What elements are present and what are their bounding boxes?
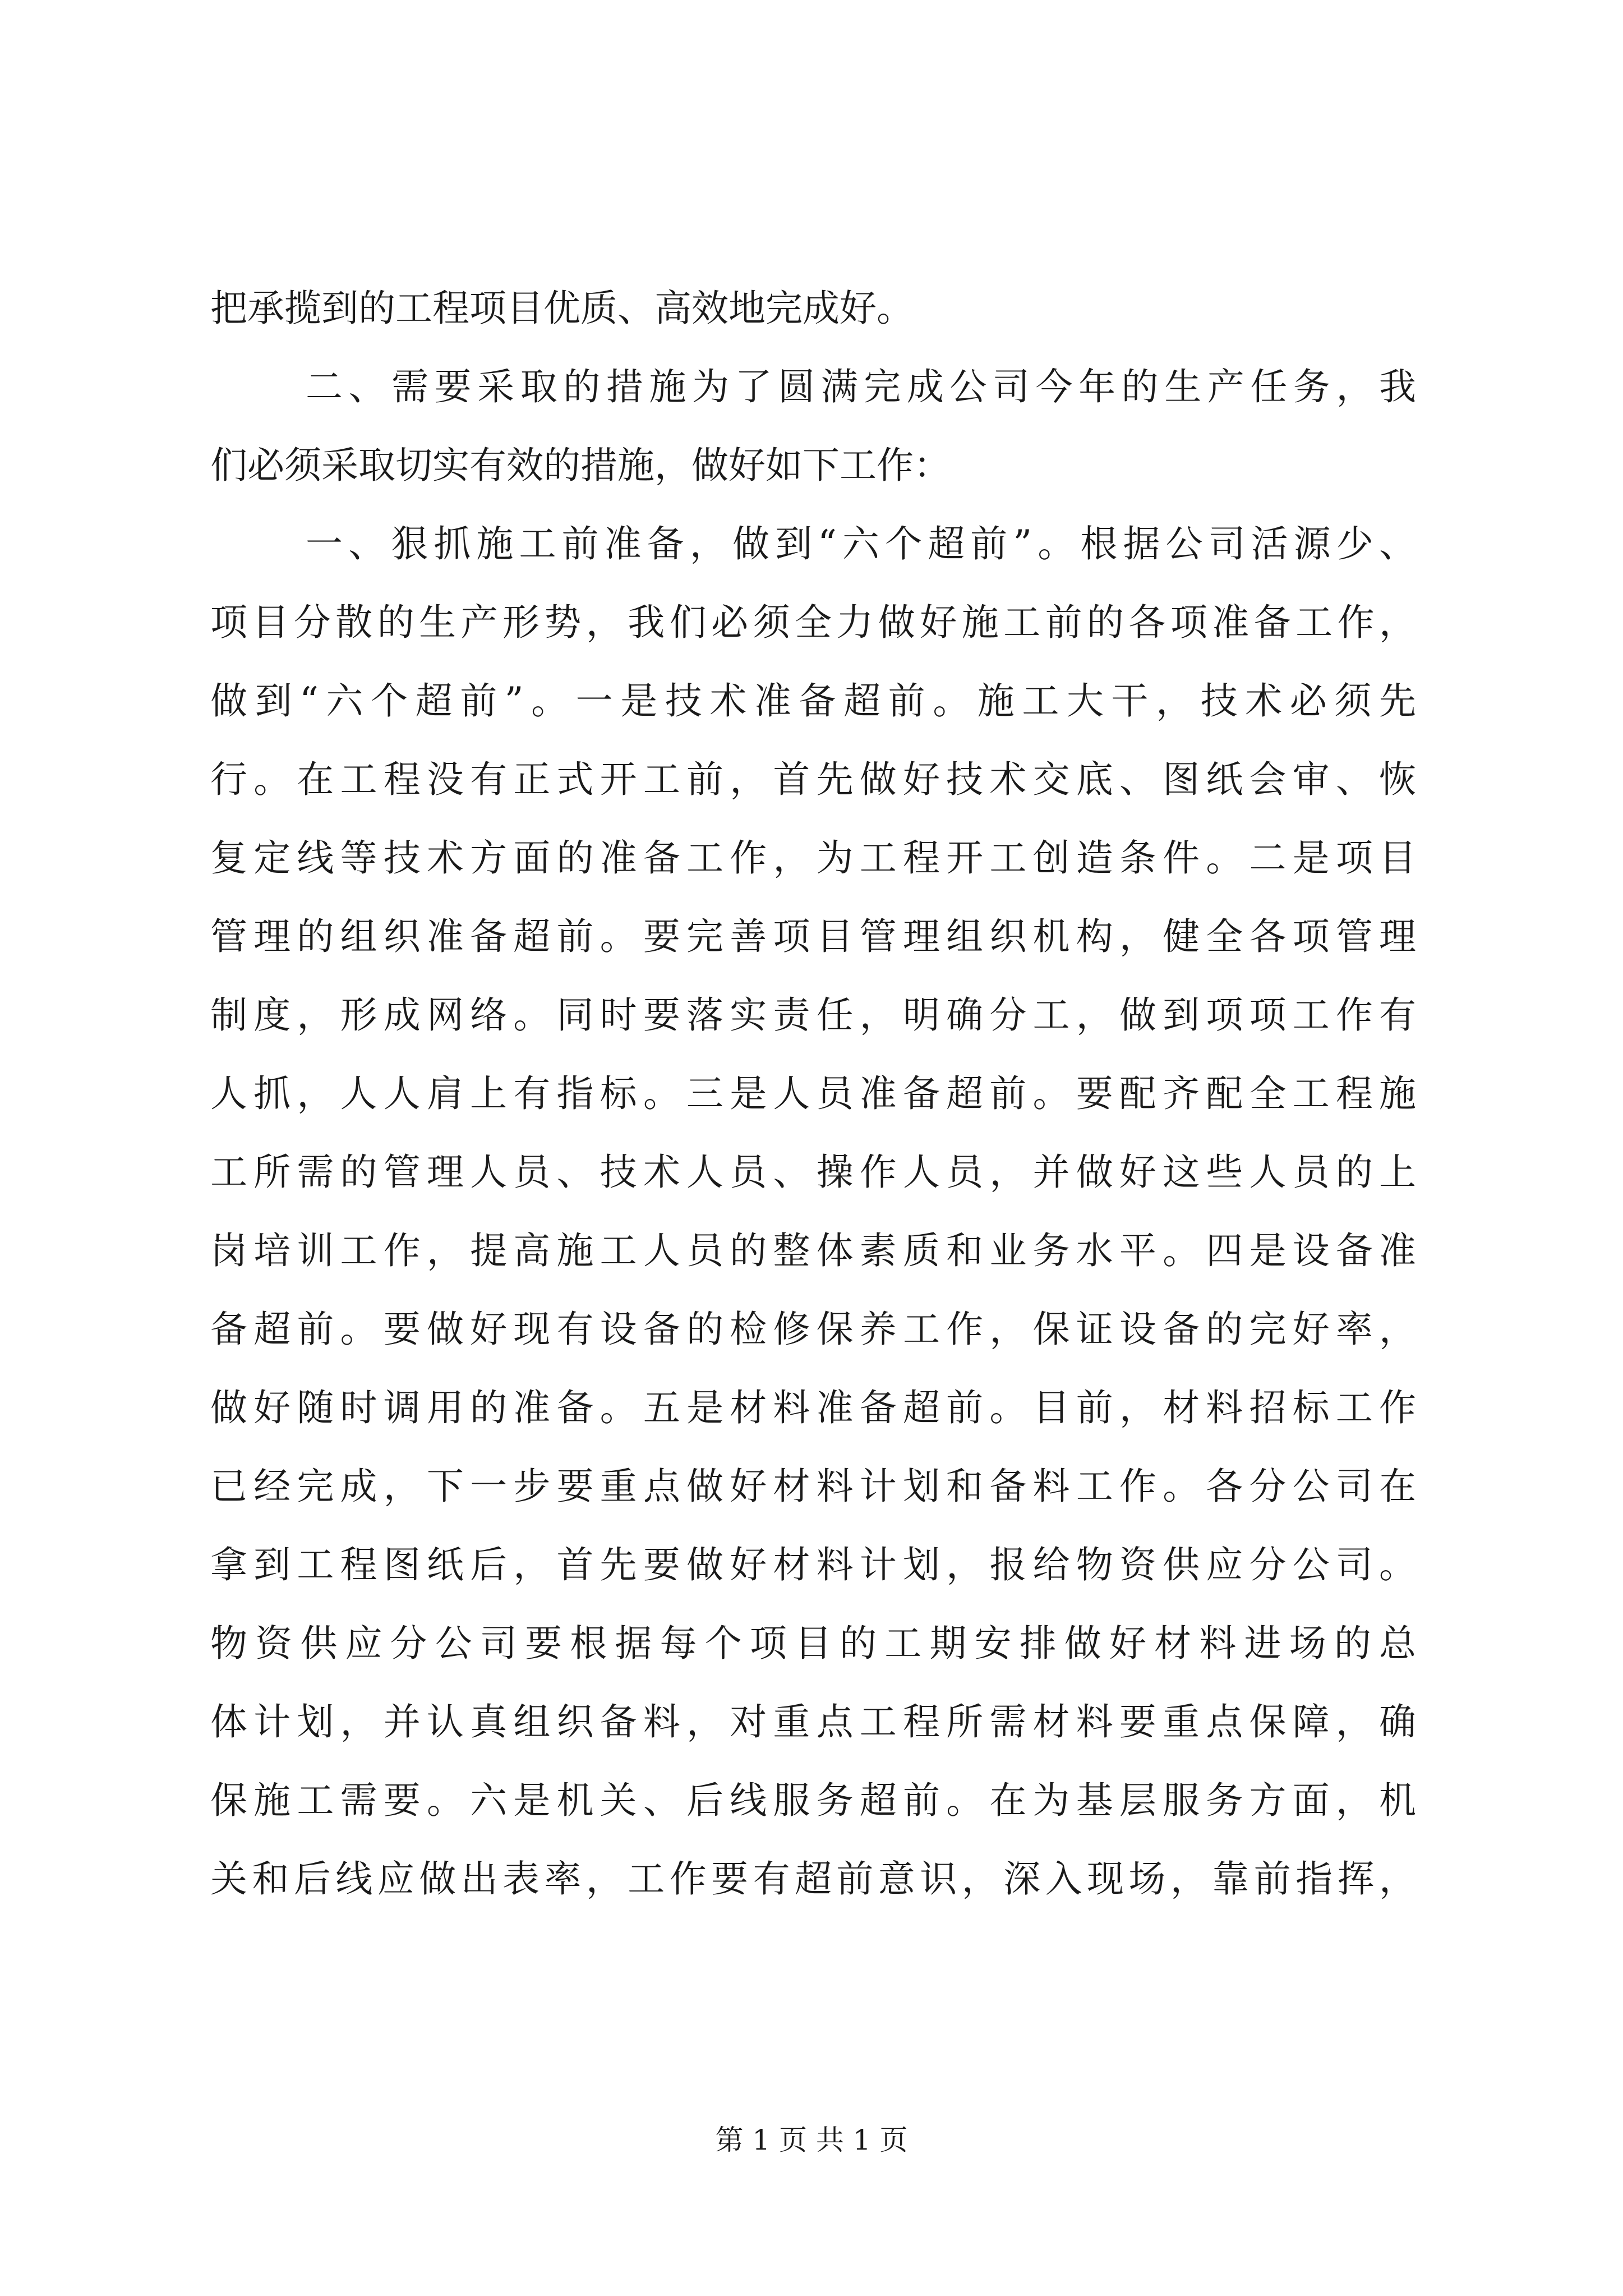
text-line: 已经完成，下一步要重点做好材料计划和备料工作。各分公司在 [210,1465,1416,1508]
text-line: 项目分散的生产形势，我们必须全力做好施工前的各项准备工作， [210,601,1416,644]
text-line: 岗培训工作，提高施工人员的整体素质和业务水平。四是设备准 [210,1229,1416,1272]
text-line: 做好随时调用的准备。五是材料准备超前。目前，材料招标工作 [210,1386,1416,1429]
text-line: 拿到工程图纸后，首先要做好材料计划，报给物资供应分公司。 [210,1543,1416,1586]
text-line: 二、需要采取的措施为了圆满完成公司今年的生产任务，我 [306,365,1416,408]
text-line: 备超前。要做好现有设备的检修保养工作，保证设备的完好率， [210,1308,1416,1351]
text-line: 做到“六个超前”。一是技术准备超前。施工大干，技术必须先 [210,679,1416,723]
text-line: 复定线等技术方面的准备工作，为工程开工创造条件。二是项目 [210,836,1416,880]
text-line: 保施工需要。六是机关、后线服务超前。在为基层服务方面，机 [210,1779,1416,1822]
page-number-footer: 第 1 页 共 1 页 [715,2124,908,2156]
text-line: 体计划，并认真组织备料，对重点工程所需材料要重点保障，确 [210,1700,1416,1743]
text-line: 一、狠抓施工前准备，做到“六个超前”。根据公司活源少、 [306,522,1416,565]
text-line: 们必须采取切实有效的措施，做好如下工作： [210,444,951,487]
text-line: 行。在工程没有正式开工前，首先做好技术交底、图纸会审、恢 [210,758,1416,801]
text-line: 管理的组织准备超前。要完善项目管理组织机构，健全各项管理 [210,915,1416,958]
text-line: 物资供应分公司要根据每个项目的工期安排做好材料进场的总 [210,1622,1416,1665]
text-line: 关和后线应做出表率，工作要有超前意识，深入现场，靠前指挥， [210,1857,1416,1901]
text-line: 工所需的管理人员、技术人员、操作人员，并做好这些人员的上 [210,1151,1416,1194]
text-line: 制度，形成网络。同时要落实责任，明确分工，做到项项工作有 [210,993,1416,1037]
text-line: 人抓，人人肩上有指标。三是人员准备超前。要配齐配全工程施 [210,1072,1416,1115]
text-line: 把承揽到的工程项目优质、高效地完成好。 [210,287,914,330]
